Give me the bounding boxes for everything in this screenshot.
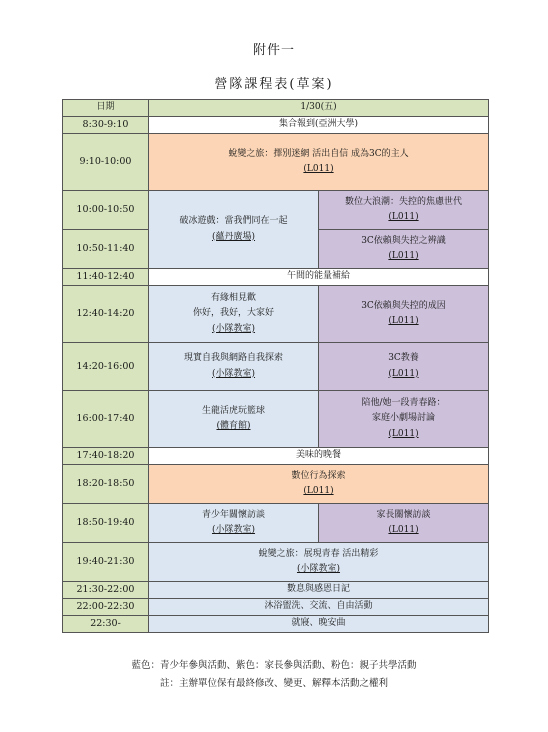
table-row (63, 286, 489, 343)
activity-cell (149, 117, 489, 134)
table-row (63, 343, 489, 391)
activity-text: 陪他/她一段青春路： (361, 398, 446, 409)
activity-location: (蘊丹廣場) (211, 231, 256, 242)
activity-text: 家庭小劇場討論 (372, 413, 436, 424)
activity-location: (小隊教室) (211, 525, 256, 535)
time-cell: 18:50-19:40 (63, 504, 149, 543)
activity-text: 3C依賴與失控之辨識 (361, 235, 446, 246)
activity-location: (L011) (388, 368, 419, 379)
time-cell: 10:50-11:40 (63, 230, 149, 269)
time-cell: 19:40-21:30 (63, 543, 149, 582)
activity-cell (149, 582, 489, 599)
activity-location: (L011) (303, 164, 334, 174)
activity-cell (319, 391, 489, 448)
activity-location: (L011) (388, 212, 419, 222)
time-cell: 18:20-18:50 (63, 465, 149, 504)
activity-text: 家長關懷訪談 (376, 509, 431, 520)
time-cell: 11:40-12:40 (63, 269, 149, 286)
activity-cell (149, 269, 489, 286)
page-title: 營隊課程表(草案) (214, 77, 334, 92)
activity-text: 3C依賴與失控的成因 (361, 300, 446, 311)
header-period: 日期 (63, 100, 149, 117)
activity-text: 有緣相見歡 (210, 293, 256, 304)
activity-location: (L011) (388, 316, 419, 326)
activity-cell (319, 191, 489, 230)
activity-cell (149, 465, 489, 504)
activity-cell (149, 543, 489, 582)
activity-text: 數位大浪潮：失控的焦慮世代 (345, 196, 463, 207)
activity-location: (L011) (388, 251, 419, 261)
activity-location: (體育館) (216, 421, 251, 431)
time-cell: 8:30-9:10 (63, 117, 149, 134)
time-cell: 16:00-17:40 (63, 391, 149, 448)
table-row (63, 191, 489, 230)
activity-cell (149, 599, 489, 616)
table-row (63, 448, 489, 465)
time-cell: 14:20-16:00 (63, 343, 149, 391)
activity-text: 集合報到(亞洲大學) (278, 119, 359, 130)
table-row (63, 117, 489, 134)
activity-cell (149, 391, 319, 448)
footnote: 註：主辦單位保有最終修改、變更、解釋本活動之權利 (159, 678, 388, 689)
activity-text: 午間的能量補給 (287, 271, 351, 282)
activity-text: 現實自我與網路自我探索 (183, 353, 283, 364)
table-header-row (63, 100, 489, 117)
table-row (63, 465, 489, 504)
activity-location: (L011) (388, 428, 419, 439)
activity-location: (L011) (303, 486, 334, 496)
activity-text: 3C教養 (388, 353, 419, 364)
activity-text: 就寢、晚安曲 (291, 618, 346, 629)
table-row (63, 582, 489, 599)
activity-text: 蛻變之旅：擇別迷網 活出自信 成為3C的主人 (228, 148, 409, 159)
activity-location: (L011) (388, 525, 419, 535)
activity-text: 數息與感恩日記 (287, 584, 351, 595)
time-cell: 21:30-22:00 (63, 582, 149, 599)
time-cell: 22:30- (63, 616, 149, 633)
activity-text: 生龍活虎玩籃球 (201, 405, 265, 416)
activity-cell (149, 191, 319, 269)
activity-cell (319, 286, 489, 343)
activity-text: 青少年關懷訪談 (201, 509, 265, 520)
activity-cell (149, 286, 319, 343)
activity-location: (小隊教室) (211, 368, 256, 379)
activity-location: (小隊教室) (211, 323, 256, 334)
time-cell: 17:40-18:20 (63, 448, 149, 465)
attachment-label: 附件一 (252, 43, 295, 58)
activity-text: 數位行為探索 (291, 470, 346, 481)
activity-text: 蛻變之旅：展現青春 活出精彩 (258, 548, 379, 559)
time-cell: 22:00-22:30 (63, 599, 149, 616)
table-row (63, 616, 489, 633)
schedule-table (62, 99, 489, 633)
activity-cell (149, 448, 489, 465)
table-row (63, 504, 489, 543)
activity-cell (149, 616, 489, 633)
activity-cell (319, 504, 489, 543)
header-date: 1/30(五) (149, 100, 489, 117)
time-cell: 10:00-10:50 (63, 191, 149, 230)
activity-text: 美味的晚餐 (296, 450, 342, 461)
time-cell: 12:40-14:20 (63, 286, 149, 343)
table-row (63, 134, 489, 191)
color-legend: 藍色：青少年參與活動、紫色：家長參與活動、粉色：親子共學活動 (131, 660, 417, 671)
activity-cell (149, 343, 319, 391)
time-cell: 9:10-10:00 (63, 134, 149, 191)
activity-cell (149, 504, 319, 543)
table-row (63, 543, 489, 582)
table-row (63, 269, 489, 286)
activity-text: 沐浴盥洗、交流、自由活動 (264, 601, 373, 612)
activity-text: 你好，我好，大家好 (192, 308, 274, 319)
activity-text: 破冰遊戲：當我們同在一起 (179, 216, 288, 227)
table-row (63, 599, 489, 616)
activity-cell (319, 230, 489, 269)
activity-cell (319, 343, 489, 391)
activity-cell (149, 134, 489, 191)
activity-location: (小隊教室) (296, 564, 341, 574)
table-row (63, 391, 489, 448)
